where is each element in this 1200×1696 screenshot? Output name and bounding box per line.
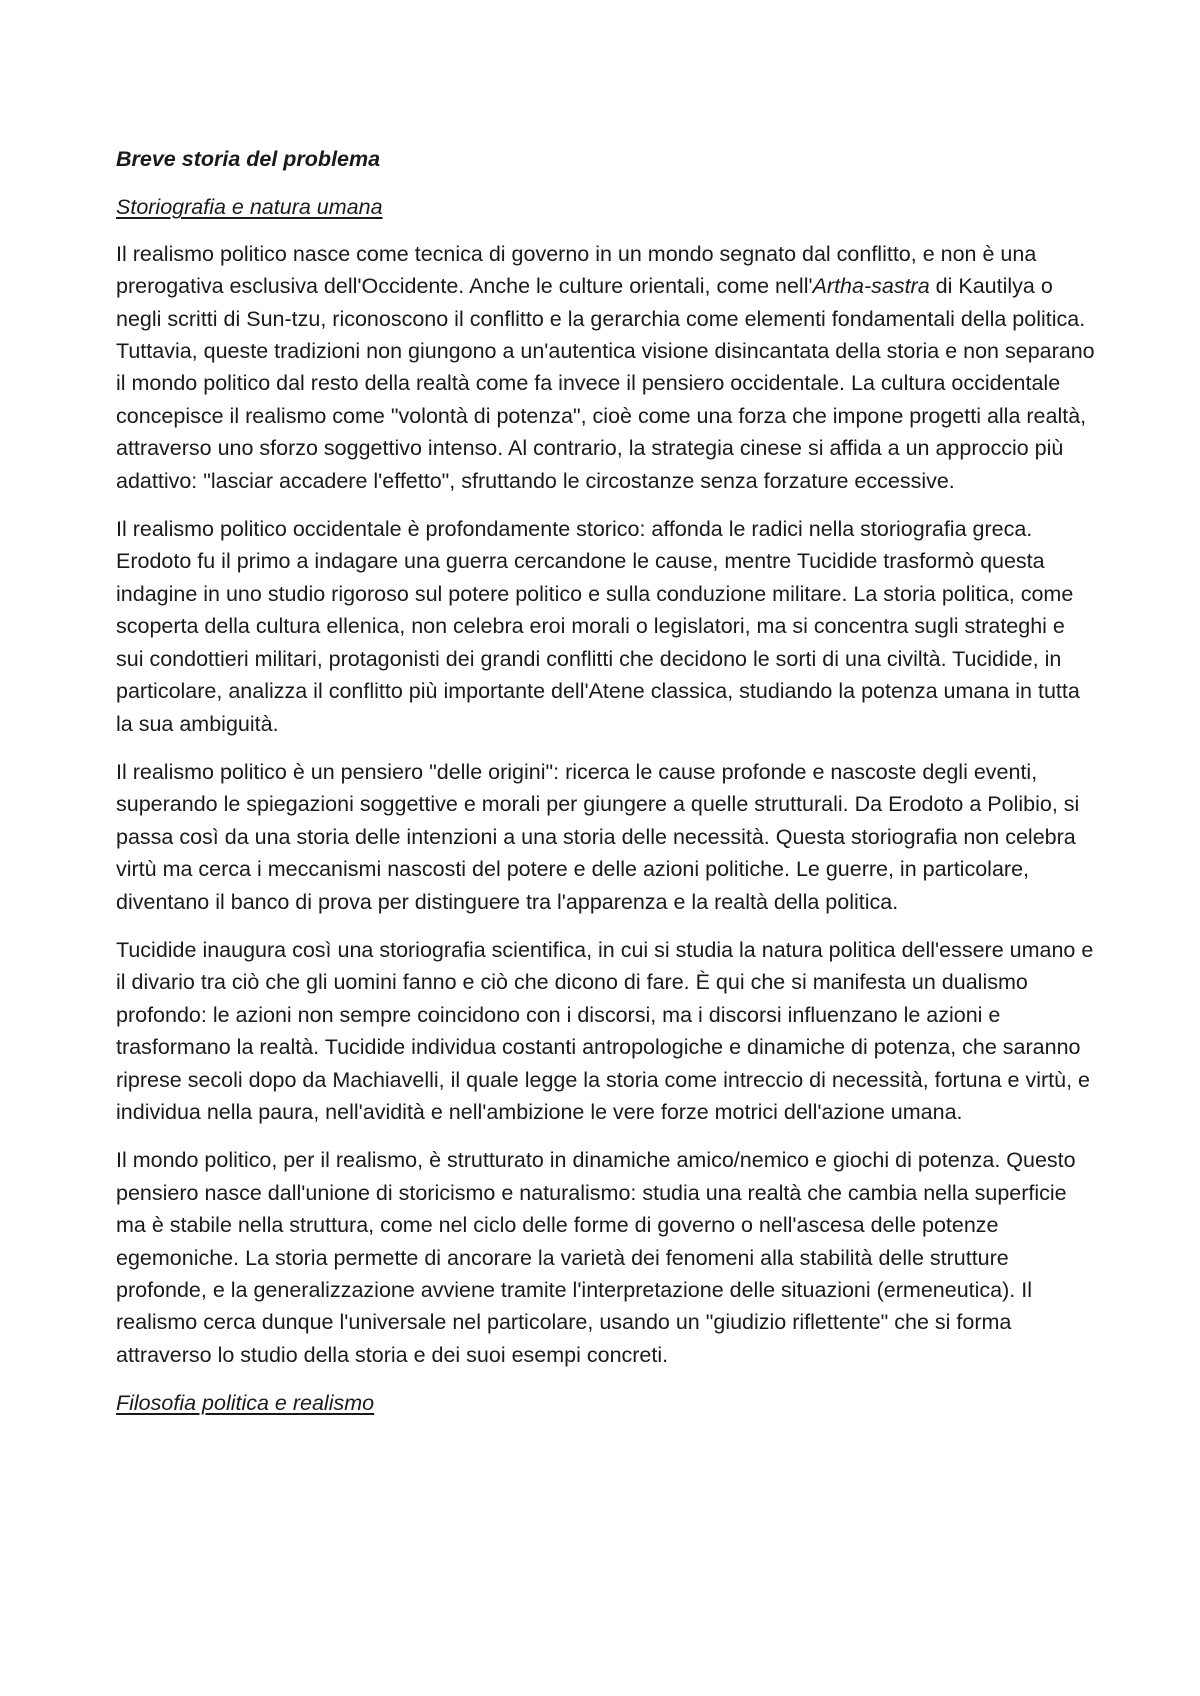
section-heading-storiografia: Storiografia e natura umana	[116, 195, 383, 220]
document-title: Breve storia del problema	[116, 147, 381, 171]
section-heading-filosofia: Filosofia politica e realismo	[116, 1391, 375, 1416]
paragraph-2: Il realismo politico occidentale è profondamente storico: affonda le radici nella storiografia greca. Erodoto fu il primo a indagare una guerra cercandone le cause, mentre Tucidide trasformò questa indagine in uno studio rigoroso sul potere politico e sulla conduzione militare. La storia politica, come scoperta della cultura ellenica, non celebra eroi morali o legislatori, ma si concentra sugli strateghi e sui condottieri militari, protagonisti dei grandi conflitti che decidono le sorti di una civiltà. Tucidide, in particolare, analizza il conflitto più importante dell'Atene classica, studiando la potenza umana in tutta la sua ambiguità.	[116, 517, 1080, 736]
paragraph-3: Il realismo politico è un pensiero "delle origini": ricerca le cause profonde e nascoste degli eventi, superando le spiegazioni soggettive e morali per giungere a quelle strutturali. Da Erodoto a Polibio, si passa così da una storia delle intenzioni a una storia delle necessità. Questa storiografia non celebra virtù ma cerca i meccanismi nascosti del potere e delle azioni politiche. Le guerre, in particolare, diventano il banco di prova per distinguere tra l'apparenza e la realtà della politica.	[116, 759, 1080, 914]
paragraph-1-text-a: Il realismo politico nasce come tecnica di governo in un mondo segnato dal conflitto, e non è una prerogativa esclusiva dell'Occidente. Anche le culture orientali, come nell'	[116, 241, 1037, 299]
paragraph-4: Tucidide inaugura così una storiografia scientifica, in cui si studia la natura politica dell'essere umano e il divario tra ciò che gli uomini fanno e ciò che dicono di fare. È qui che si manifesta un dualismo profondo: le azioni non sempre coincidono con i discorsi, ma i discorsi influenzano le azioni e trasformano la realtà. Tucidide individua costanti antropologiche e dinamiche di potenza, che saranno riprese secoli dopo da Machiavelli, il quale legge la storia come intreccio di necessità, fortuna e virtù, e individua nella paura, nell'avidità e nell'ambizione le vere forze motrici dell'azione umana.	[116, 937, 1094, 1124]
paragraph-5: Il mondo politico, per il realismo, è strutturato in dinamiche amico/nemico e giochi di potenza. Questo pensiero nasce dall'unione di storicismo e naturalismo: studia una realtà che cambia nella superficie ma è stabile nella struttura, come nel ciclo delle forme di governo o nell'ascesa delle potenze egemoniche. La storia permette di ancorare la varietà dei fenomeni alla stabilità delle strutture profonde, e la generalizzazione avviene tramite l'interpretazione delle situazioni (ermeneutica). Il realismo cerca dunque l'universale nel particolare, usando un "giudizio riflettente" che si forma attraverso lo studio della storia e dei suoi esempi concreti.	[116, 1148, 1076, 1367]
paragraph-1-italic-title: Artha-sastra	[812, 274, 930, 299]
paragraph-1	[116, 238, 1096, 497]
paragraph-1-text-b: di Kautilya o negli scritti di Sun-tzu, riconoscono il conflitto e la gerarchia come elementi fondamentali della politica. Tuttavia, queste tradizioni non giungono a un'autentica visione disincantata della storia e non separano il mondo politico dal resto della realtà come fa invece il pensiero occidentale. La cultura occidentale concepisce il realismo come "volontà di potenza", cioè come una forza che impone progetti alla realtà, attraverso uno sforzo soggettivo intenso. Al contrario, la strategia cinese si affida a un approccio più adattivo: "lasciar accadere l'effetto", sfruttando le circostanze senza forzature eccessive.	[116, 274, 1095, 493]
document-page	[116, 143, 1096, 1434]
